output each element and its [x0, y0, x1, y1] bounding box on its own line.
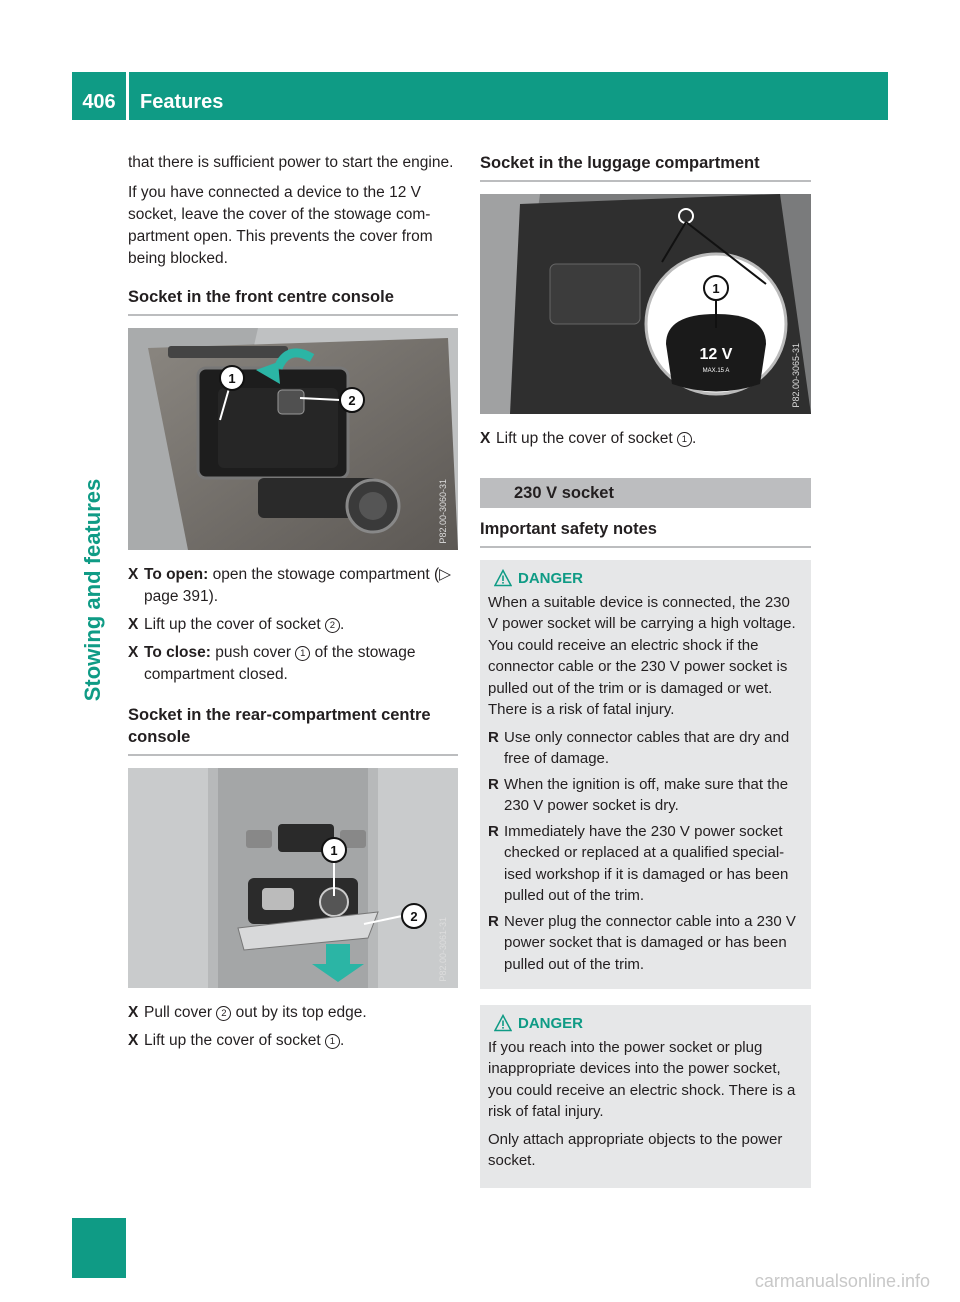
luggage-image — [480, 194, 811, 414]
right-column — [480, 152, 811, 1204]
step-close — [128, 642, 458, 686]
figure-code: P82.00-3061-31 — [438, 917, 448, 982]
page-number: 406 — [82, 91, 116, 113]
list-item — [488, 727, 803, 770]
bullet-marker: R — [488, 912, 499, 930]
heading-safety: Important safety notes — [480, 518, 811, 548]
warning-icon — [494, 1014, 512, 1032]
step-text: Lift up the cover of socket — [144, 1032, 325, 1049]
step-text-end: out by its top edge. — [231, 1004, 367, 1021]
step-text-end: . — [339, 1032, 345, 1049]
heading-front-console: Socket in the front centre console — [128, 286, 458, 316]
list-item-text: Never plug the connector cable into a 230 V power socket that is damaged or has been pulled out of the trim. — [504, 912, 796, 973]
page-header — [72, 72, 888, 120]
bullet-marker: R — [488, 728, 499, 746]
bullet-marker: R — [488, 822, 499, 840]
step-marker: X — [128, 566, 139, 583]
step-pull-cover — [128, 1002, 458, 1024]
step-text-end: . — [691, 430, 697, 447]
luggage-illustration — [480, 194, 811, 414]
danger-box-1 — [480, 560, 811, 989]
heading-rear-console: Socket in the rear-compartment centre console — [128, 704, 458, 756]
list-item — [488, 911, 803, 976]
heading-luggage: Socket in the luggage compartment — [480, 152, 811, 182]
step-marker: X — [480, 430, 491, 447]
callout-1: 1 — [228, 371, 236, 386]
callout-2: 2 — [410, 909, 418, 924]
danger-text: If you reach into the power socket or plug inappropriate devices into the power socket, you could receive an electric shock. There is a risk of fatal injury. — [488, 1038, 796, 1120]
step-marker: X — [128, 1004, 139, 1021]
figure-code: P82.00-3060-31 — [438, 479, 448, 544]
danger-box-2 — [480, 1005, 811, 1188]
step-text: open the stowage compartment (▷ page 391). — [144, 566, 452, 605]
figure-code: P82.00-3065-31 — [791, 343, 801, 408]
step-lift-cover-luggage — [480, 428, 811, 450]
callout-1: 1 — [330, 843, 338, 858]
callout-ref: 1 — [325, 1034, 340, 1049]
list-item — [488, 774, 803, 817]
callout-ref: 1 — [677, 432, 692, 447]
danger-label: DANGER — [518, 570, 584, 587]
step-text: Lift up the cover of socket — [496, 430, 677, 447]
step-bold-label: To close: — [144, 644, 211, 661]
step-marker: X — [128, 644, 139, 661]
side-tab — [80, 478, 120, 702]
danger-text: Only attach appropriate objects to the power socket. — [488, 1130, 783, 1169]
step-marker: X — [128, 616, 139, 633]
step-marker: X — [128, 1032, 139, 1049]
chapter-title: Features — [140, 91, 224, 113]
rear-console-image — [128, 768, 458, 988]
warning-icon — [494, 569, 512, 587]
danger-title — [488, 1013, 803, 1035]
step-open — [128, 564, 458, 608]
socket-sublabel: MAX.15 A — [702, 368, 730, 374]
step-text-end: of the stowage compartment closed. — [144, 644, 416, 683]
side-tab-label: Stowing and features — [80, 478, 105, 702]
bullet-marker: R — [488, 775, 499, 793]
danger-text: When a suitable device is connected, the 230 V power socket will be carrying a high voltage. You could receive an electric shock if the connector cable or the 230 V power socket is pulled out of the trim or is damaged or wet. There is a risk of fatal injury. — [488, 593, 796, 718]
step-lift-cover — [128, 614, 458, 636]
list-item — [488, 821, 803, 907]
step-text: push cover — [210, 644, 296, 661]
callout-ref: 2 — [325, 618, 340, 633]
watermark: carmanualsonline.info — [754, 1271, 930, 1291]
callout-1: 1 — [712, 281, 720, 296]
front-console-image — [128, 328, 458, 550]
intro-paragraph-1: that there is sufficient power to start the engine. — [128, 154, 454, 171]
list-item-text: Immediately have the 230 V power socket checked or replaced at a qualified special-ised workshop if it is damaged or has been pulled out of the trim. — [504, 822, 789, 904]
step-text: Lift up the cover of socket — [144, 616, 325, 633]
left-column — [128, 152, 458, 1058]
callout-2: 2 — [348, 393, 356, 408]
danger-title — [488, 568, 803, 590]
intro-paragraph-2: If you have connected a device to the 12 V socket, leave the cover of the stowage com-partment open. This prevents the cover from being blocked. — [128, 184, 433, 267]
step-text: Pull cover — [144, 1004, 217, 1021]
header-divider — [126, 72, 129, 120]
step-lift-cover-rear — [128, 1030, 458, 1052]
section-230v: 230 V socket — [480, 478, 811, 508]
callout-ref: 2 — [216, 1006, 231, 1021]
step-text-end: . — [339, 616, 345, 633]
socket-label: 12 V — [699, 346, 733, 363]
rear-console-illustration — [128, 768, 458, 988]
callout-ref: 1 — [295, 646, 310, 661]
step-bold-label: To open: — [144, 566, 209, 583]
danger-label: DANGER — [518, 1015, 584, 1032]
list-item-text: Use only connector cables that are dry and free of damage. — [504, 728, 790, 767]
front-console-illustration — [128, 328, 458, 550]
list-item-text: When the ignition is off, make sure that the 230 V power socket is dry. — [504, 775, 789, 814]
side-tab-block — [72, 1218, 126, 1278]
